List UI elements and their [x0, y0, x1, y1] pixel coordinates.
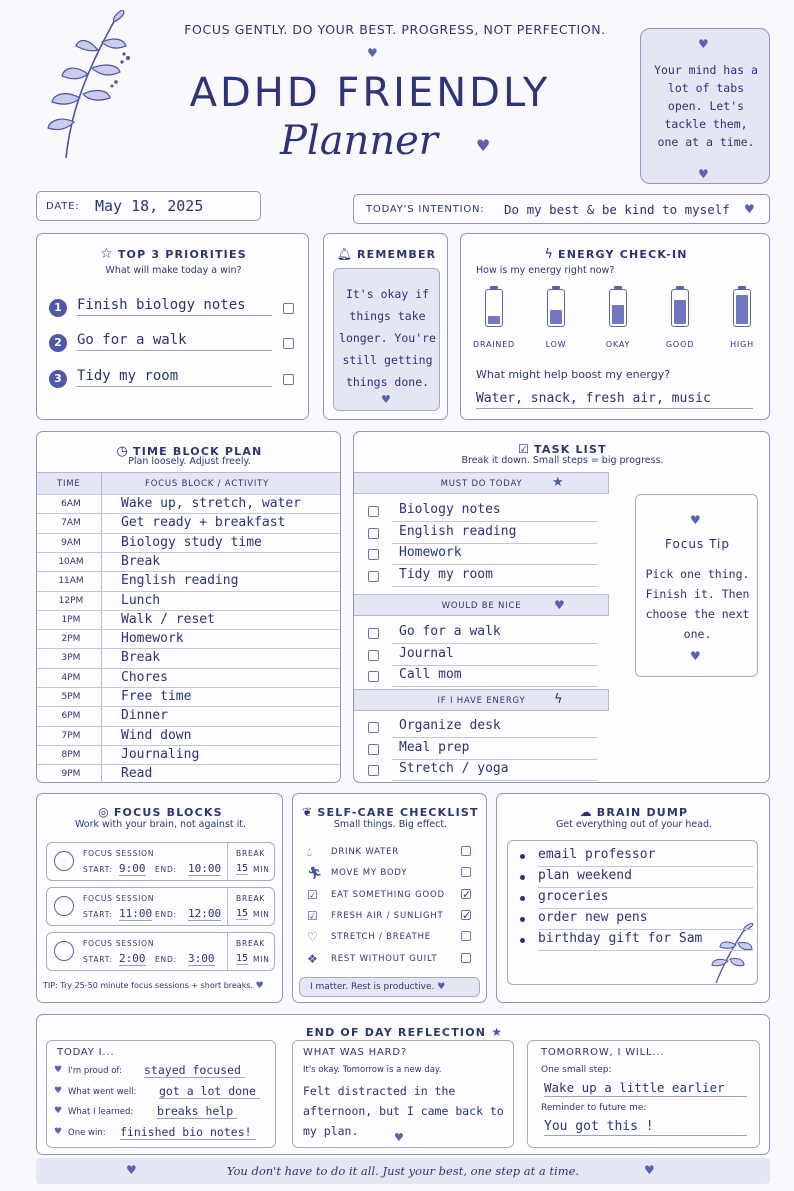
task-line [392, 737, 597, 738]
bullet [520, 896, 525, 901]
task-line [392, 521, 597, 522]
activity-cell[interactable]: Wind down [121, 727, 192, 743]
brain-dump-subtitle: Get everything out of your head. [555, 819, 713, 830]
battery-fill [550, 310, 562, 324]
table-row [37, 745, 340, 764]
end-label: END: [155, 865, 177, 874]
priorities-title: TOP 3 PRIORITIES [117, 248, 247, 261]
heart-icon: ♥ [126, 1163, 137, 1177]
reflection-prompt: What I learned: [68, 1107, 134, 1117]
activity-cell[interactable]: Journaling [121, 746, 200, 762]
priority-checkbox[interactable] [283, 338, 294, 349]
start-time[interactable]: 9:00 [119, 862, 146, 875]
focus-session [46, 887, 275, 926]
bullet [520, 854, 525, 859]
session-circle[interactable] [54, 851, 74, 871]
self-care-header [293, 801, 488, 820]
task-item[interactable]: Journal [399, 645, 454, 661]
self-care-checkbox[interactable] [461, 867, 471, 877]
battery-icon[interactable] [671, 289, 689, 327]
battery-label: OKAY [605, 340, 631, 349]
date-label: DATE: [46, 201, 80, 212]
leaf-icon: ❦ [302, 805, 313, 819]
self-care-checkbox[interactable]: ✓ [462, 887, 472, 901]
task-line [392, 643, 597, 644]
checkbox-icon: ☑ [518, 442, 529, 456]
tomorrow-box [527, 1040, 760, 1148]
heart-icon: ♥ [744, 202, 755, 216]
heart-icon: ♥ [54, 1106, 63, 1116]
activity-cell[interactable]: Dinner [121, 708, 168, 724]
heart-icon: ♥ [255, 981, 264, 991]
checked-box-icon: ☑ [307, 887, 318, 902]
step-answer[interactable]: Wake up a little earlier [544, 1080, 747, 1097]
time-cell: 6AM [61, 499, 81, 509]
self-care-footer-text [310, 982, 445, 992]
priorities-subtitle: What will make today a win? [105, 265, 242, 276]
start-time[interactable]: 2:00 [119, 952, 146, 965]
lightning-icon: ϟ [554, 692, 563, 707]
end-time[interactable]: 3:00 [188, 952, 215, 965]
task-checkbox[interactable] [368, 650, 379, 661]
time-block-title: TIME BLOCK PLAN [132, 445, 263, 458]
leaf-sprig-icon [706, 923, 756, 985]
remember-text: It's okay if things take longer. You're still getting things done. [339, 287, 436, 389]
focus-blocks-tip: TIP: Try 25-50 minute focus sessions + short breaks. [43, 981, 254, 990]
activity-cell[interactable]: Biology study time [121, 534, 262, 550]
brain-dump-line [538, 887, 753, 888]
table-row [37, 494, 340, 513]
battery-cap [614, 286, 622, 289]
time-cell: 11AM [58, 576, 84, 587]
table-row [37, 533, 340, 552]
focus-blocks-title: FOCUS BLOCKS [113, 806, 223, 819]
energy-card [460, 233, 770, 420]
self-care-checkbox[interactable] [461, 931, 471, 941]
remember-note [333, 268, 440, 411]
self-care-title: SELF-CARE CHECKLIST [317, 806, 479, 819]
intention-value[interactable]: Do my best & be kind to myself [504, 202, 730, 217]
time-cell: 10AM [58, 556, 84, 567]
time-cell: 12PM [58, 595, 84, 606]
lightning-icon: ϟ [544, 247, 553, 262]
activity-cell[interactable]: Wake up, stretch, water [121, 496, 302, 511]
reflection-answer[interactable]: finished bio notes! [120, 1125, 256, 1140]
must-do-header [354, 472, 609, 494]
time-cell: 4PM [61, 672, 81, 683]
battery-cap [552, 286, 560, 289]
time-cell: 3PM [61, 653, 81, 664]
self-care-subtitle: Small things. Big effect. [333, 819, 448, 830]
energy-boost-question: What might help boost my energy? [476, 368, 671, 381]
task-list-card [353, 431, 770, 783]
heart-icon: ♥ [690, 513, 701, 527]
heart-outline-icon: ♡ [307, 930, 318, 945]
table-row [37, 610, 340, 629]
date-box [36, 191, 261, 221]
leaf-illustration [36, 10, 132, 160]
battery-icon[interactable] [485, 289, 503, 327]
time-cell: 5PM [61, 692, 81, 702]
heart-icon: ♥ [698, 37, 709, 51]
task-item[interactable]: Biology notes [399, 502, 501, 517]
self-care-item: REST WITHOUT GUILT [331, 953, 438, 964]
break-label: BREAK [236, 939, 266, 948]
reflection-prompt: What went well: [68, 1086, 137, 1097]
date-value[interactable]: May 18, 2025 [95, 197, 204, 215]
session-divider [227, 888, 228, 925]
footer-text: You don't have to do it all. Just your best, one step at a time. [226, 1164, 580, 1178]
battery-icon[interactable] [547, 289, 565, 327]
task-item[interactable]: Stretch / yoga [399, 761, 509, 776]
tabs-note: Your mind has a lot of tabs open. Let's tackle them, one at a time. [654, 63, 758, 149]
self-care-checkbox[interactable] [461, 953, 471, 963]
title-script: Planner [280, 118, 438, 164]
bullet [520, 917, 525, 922]
energy-boost-answer[interactable]: Water, snack, fresh air, music [476, 391, 753, 409]
activity-cell[interactable]: Get ready + breakfast [121, 515, 286, 531]
brain-dump-card [496, 793, 770, 1003]
table-row [37, 648, 340, 667]
time-cell: 1PM [61, 614, 81, 625]
self-care-footer-label: I matter. Rest is productive. [310, 982, 435, 992]
activity-cell[interactable]: Lunch [121, 592, 161, 608]
reflection-answer[interactable]: stayed focused [144, 1063, 245, 1078]
cloud-icon: ☁ [579, 805, 592, 819]
time-cell: 8PM [61, 749, 81, 760]
end-time[interactable]: 10:00 [188, 862, 222, 875]
time-cell: 9AM [61, 537, 81, 548]
task-list-subtitle: Break it down. Small steps = big progress. [461, 455, 664, 466]
break-minutes[interactable]: 15 [236, 908, 249, 919]
reflection-answer[interactable]: breaks help [157, 1104, 237, 1119]
activity-cell[interactable]: Homework [121, 631, 184, 647]
battery-icon[interactable] [733, 289, 751, 327]
brain-dump-line [538, 866, 753, 867]
table-row [37, 687, 340, 706]
reminder-label: Reminder to future me: [541, 1103, 647, 1113]
reflection-prompt: One win: [68, 1127, 106, 1138]
task-item[interactable]: English reading [399, 523, 517, 539]
session-circle[interactable] [54, 941, 74, 961]
focus-session [46, 932, 275, 971]
remember-title: REMEMBER [356, 248, 437, 261]
session-label: FOCUS SESSION [83, 894, 155, 903]
battery-label: HIGH [730, 340, 754, 349]
today-box [46, 1040, 276, 1148]
task-item[interactable]: Tidy my room [399, 566, 493, 582]
table-row [37, 764, 340, 783]
reflection-answer[interactable]: got a lot done [159, 1084, 260, 1099]
task-checkbox[interactable] [368, 628, 379, 639]
battery-fill [736, 295, 748, 324]
star-icon: ☆ [100, 246, 113, 262]
session-circle[interactable] [54, 896, 74, 916]
reflection-prompt: I'm proud of: [68, 1066, 122, 1076]
time-cell: 2PM [61, 634, 81, 645]
battery-label: LOW [545, 340, 567, 349]
brain-dump-line [538, 929, 753, 930]
task-item[interactable]: Go for a walk [399, 624, 501, 639]
priority-checkbox[interactable] [283, 303, 294, 314]
intention-label: TODAY'S INTENTION: [366, 204, 485, 215]
session-divider [227, 933, 228, 970]
break-label: BREAK [236, 894, 266, 903]
reflection-card [36, 1014, 770, 1155]
reflection-header [37, 1021, 771, 1040]
task-item[interactable]: Organize desk [399, 718, 501, 733]
hard-text[interactable]: Felt distracted in the afternoon, but I came back to my plan. [303, 1084, 504, 1138]
end-time[interactable]: 12:00 [188, 907, 222, 920]
break-label: BREAK [236, 849, 266, 858]
task-checkbox[interactable] [368, 744, 379, 755]
brain-dump-header [497, 801, 771, 820]
break-minutes[interactable]: 15 [236, 953, 249, 964]
heart-icon: ♥ [381, 393, 391, 406]
heart-icon: ♥ [367, 46, 378, 60]
target-icon: ◎ [98, 805, 109, 819]
time-block-subtitle: Plan loosely. Adjust freely. [128, 456, 251, 467]
self-care-checkbox[interactable] [461, 846, 471, 856]
task-line [392, 759, 597, 760]
would-be-nice-header [354, 594, 609, 616]
activity-cell[interactable]: Free time [121, 689, 192, 704]
task-line [392, 543, 597, 544]
table-row [37, 513, 340, 532]
task-list-title: TASK LIST [534, 443, 607, 456]
self-care-item: FRESH AIR / SUNLIGHT [331, 910, 444, 921]
if-energy-header [354, 689, 609, 711]
focus-tip-title: Focus Tip [665, 537, 730, 551]
time-cell: 6PM [61, 711, 81, 722]
battery-label: DRAINED [472, 340, 516, 349]
priorities-header [37, 243, 310, 262]
task-line [392, 665, 597, 666]
battery-cap [738, 286, 746, 289]
time-cell: 9PM [61, 769, 81, 780]
brain-dump-line [538, 950, 753, 951]
table-row [37, 571, 340, 590]
energy-title: ENERGY CHECK-IN [558, 248, 688, 261]
time-cell: 7PM [61, 730, 81, 741]
brain-dump-item[interactable]: groceries [538, 889, 609, 904]
heart-icon: ♥ [698, 167, 709, 181]
start-label: START: [83, 865, 113, 874]
task-checkbox[interactable] [368, 528, 379, 539]
energy-header [461, 243, 771, 262]
self-care-item: STRETCH / BREATHE [331, 932, 431, 943]
footer-banner [36, 1158, 770, 1184]
task-checkbox[interactable] [368, 671, 379, 682]
min-label: MIN [253, 955, 270, 964]
brain-dump-title: BRAIN DUMP [596, 806, 689, 819]
priority-checkbox[interactable] [283, 374, 294, 385]
checked-box-icon: ☑ [307, 908, 318, 923]
priority-number: 1 [49, 299, 67, 317]
table-row [37, 668, 340, 687]
motto: FOCUS GENTLY. DO YOUR BEST. PROGRESS, NOT PERFECTION. [184, 22, 606, 37]
reminder-answer[interactable]: You got this ! [544, 1119, 747, 1136]
focus-tip-box [635, 494, 758, 677]
brain-dump-item[interactable]: email professor [538, 847, 656, 862]
self-care-item: DRINK WATER [331, 847, 399, 857]
focus-blocks-subtitle: Work with your brain, not against it. [74, 819, 247, 830]
hard-box [292, 1040, 514, 1148]
time-block-card [36, 431, 341, 783]
must-do-label: MUST DO TODAY [440, 479, 523, 489]
brain-dump-line [538, 908, 753, 909]
session-label: FOCUS SESSION [83, 849, 155, 858]
col-activity: FOCUS BLOCK / ACTIVITY [145, 479, 270, 489]
heart-icon: ♥ [54, 1085, 63, 1096]
water-drop-icon: 💧︎ [307, 845, 312, 859]
task-checkbox[interactable] [368, 722, 379, 733]
activity-cell[interactable]: English reading [121, 573, 239, 589]
start-time[interactable]: 11:00 [119, 907, 153, 920]
tabs-note-box [640, 28, 770, 184]
battery-label: GOOD [665, 340, 695, 349]
priority-text[interactable]: Go for a walk [77, 332, 272, 351]
step-label: One small step: [541, 1065, 612, 1075]
self-care-checkbox[interactable]: ✓ [462, 908, 472, 922]
if-energy-label: IF I HAVE ENERGY [437, 696, 526, 706]
brain-dump-item[interactable]: birthday gift for Sam [538, 931, 703, 946]
priorities-card [36, 233, 309, 420]
focus-blocks-header [37, 801, 284, 820]
brain-dump-item[interactable]: order new pens [538, 910, 648, 925]
task-item[interactable]: Call mom [399, 667, 462, 682]
tomorrow-title: TOMORROW, I WILL... [541, 1047, 665, 1058]
star-icon: ★ [552, 475, 564, 490]
star-icon: ★ [491, 1025, 503, 1039]
activity-cell[interactable]: Chores [121, 669, 168, 685]
break-minutes[interactable]: 15 [236, 863, 249, 874]
task-line [392, 564, 597, 565]
rest-icon: ❖ [307, 951, 318, 966]
focus-tip-line [43, 981, 264, 991]
focus-session [46, 842, 275, 881]
table-row [37, 706, 340, 725]
task-line [392, 780, 597, 781]
task-checkbox[interactable] [368, 549, 379, 560]
activity-cell[interactable]: Read [121, 766, 153, 782]
battery-cap [490, 286, 498, 289]
task-checkbox[interactable] [368, 571, 379, 582]
end-label: END: [155, 955, 177, 964]
heart-icon: ♥ [54, 1065, 63, 1075]
end-label: END: [155, 910, 177, 919]
priority-text[interactable]: Finish biology notes [77, 297, 272, 316]
start-label: START: [83, 910, 113, 919]
priority-number: 3 [49, 370, 67, 388]
battery-icon[interactable] [609, 289, 627, 327]
table-row [37, 629, 340, 648]
session-label: FOCUS SESSION [83, 939, 155, 948]
brain-dump-area[interactable] [507, 840, 758, 985]
self-care-card [292, 793, 487, 1003]
brain-dump-item[interactable]: plan weekend [538, 868, 632, 883]
self-care-item: EAT SOMETHING GOOD [331, 889, 445, 900]
activity-cell[interactable]: Walk / reset [121, 611, 215, 627]
bullet [520, 938, 525, 943]
activity-cell[interactable]: Break [121, 650, 161, 666]
self-care-item: MOVE MY BODY [331, 868, 408, 879]
time-cell: 7AM [61, 518, 81, 529]
task-checkbox[interactable] [368, 765, 379, 776]
bell-icon: 🔔︎ [336, 247, 352, 261]
task-checkbox[interactable] [368, 506, 379, 517]
priority-number: 2 [49, 334, 67, 352]
heart-icon: ♥ [437, 982, 446, 992]
task-line [392, 686, 597, 687]
hard-title: WHAT WAS HARD? [303, 1047, 407, 1058]
would-be-nice-label: WOULD BE NICE [441, 601, 522, 611]
focus-tip-text: Pick one thing. Finish it. Then choose the next one. [645, 567, 750, 641]
self-care-footer [299, 977, 480, 997]
time-block-table-header [37, 472, 340, 494]
title-main: ADHD FRIENDLY [189, 70, 551, 116]
table-row [37, 552, 340, 571]
clock-icon: ◷ [116, 444, 128, 459]
min-label: MIN [253, 865, 270, 874]
heart-icon: ♥ [394, 1131, 404, 1144]
min-label: MIN [253, 910, 270, 919]
heart-icon: ♥ [690, 649, 701, 663]
battery-fill [488, 316, 500, 324]
reflection-title: END OF DAY REFLECTION [305, 1026, 487, 1039]
energy-question: How is my energy right now? [476, 265, 615, 276]
focus-blocks-card [36, 793, 283, 1003]
today-title: TODAY I... [57, 1047, 115, 1058]
battery-fill [674, 300, 686, 324]
table-row [37, 726, 340, 745]
session-divider [227, 843, 228, 880]
hard-subtitle: It's okay. Tomorrow is a new day. [303, 1065, 442, 1075]
heart-icon: ♥ [54, 1126, 63, 1137]
task-item[interactable]: Meal prep [399, 739, 470, 755]
col-time: TIME [57, 479, 81, 489]
task-item[interactable]: Homework [399, 545, 462, 560]
heart-icon: ♥ [476, 136, 491, 155]
running-icon: 🏃︎ [307, 866, 323, 881]
battery-fill [612, 305, 624, 324]
intention-box [353, 194, 770, 224]
priority-text[interactable]: Tidy my room [77, 368, 272, 387]
start-label: START: [83, 955, 113, 964]
bullet [520, 875, 525, 880]
heart-icon: ♥ [554, 598, 565, 612]
task-line [392, 586, 597, 587]
remember-header [324, 243, 449, 262]
heart-icon: ♥ [644, 1163, 655, 1177]
battery-cap [676, 286, 684, 289]
activity-cell[interactable]: Break [121, 553, 161, 569]
table-row [37, 591, 340, 610]
remember-card [323, 233, 448, 420]
